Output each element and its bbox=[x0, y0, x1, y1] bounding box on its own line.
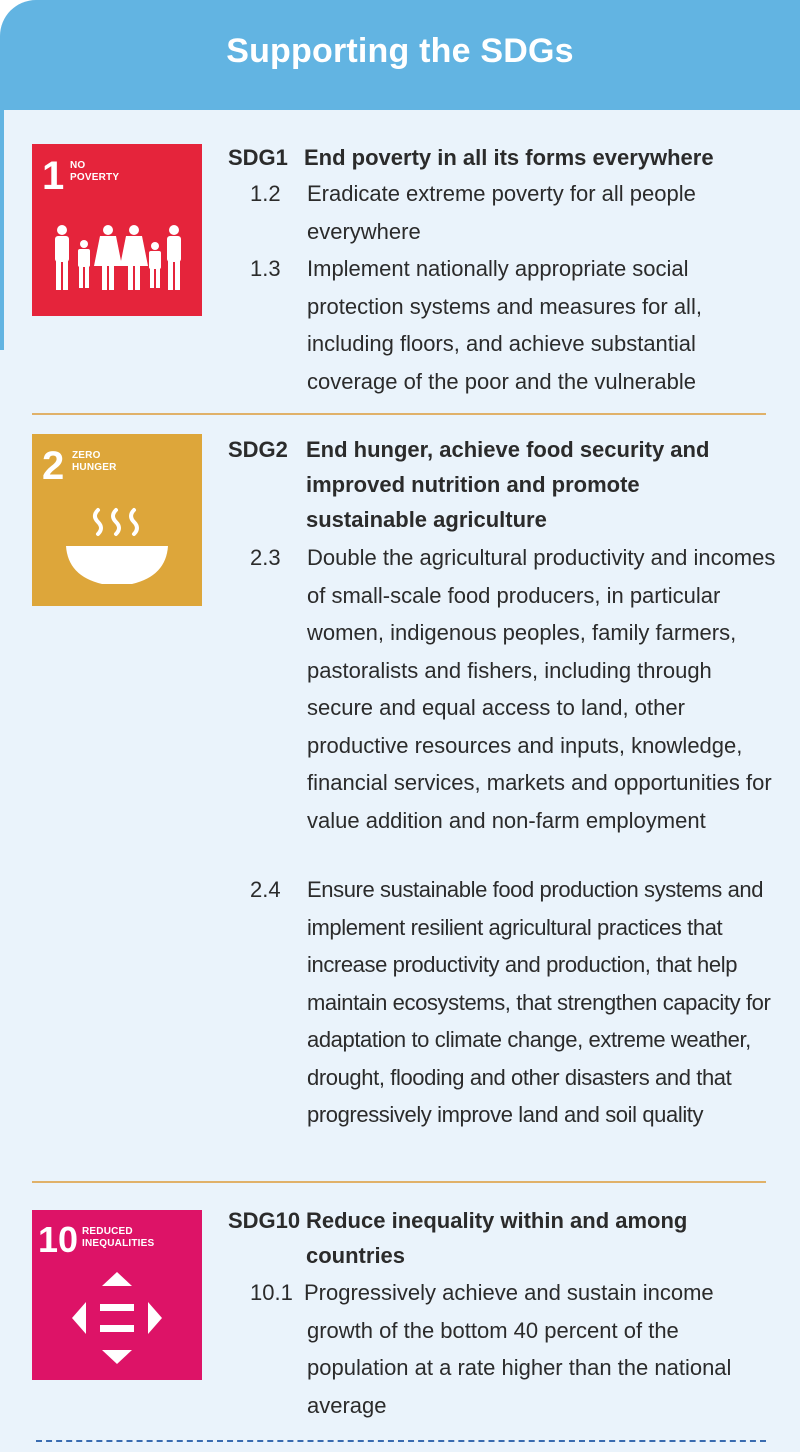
target-text: Double the agricultural productivity and incomes of small-scale food producers, in particular women, indigenous peoples, family farmers, pastoralists and fishers, including through secure and equal access to land, other productive resources and inputs, knowledge, financial services, markets and opportunities for value addition and non-farm employment bbox=[307, 545, 776, 833]
target-text: Ensure sustainable food production systems and implement resilient agricultural practices that increase productivity and production, that help maintain ecosystems, that strengthen capacity for adaptation to climate change, extreme weather, drought, flooding and other disasters and that progressively improve land and soil quality bbox=[307, 877, 771, 1127]
target-number: 1.2 bbox=[250, 181, 281, 206]
equality-arrows-icon bbox=[72, 1272, 162, 1364]
sdg1-tile-name-line2: POVERTY bbox=[70, 172, 120, 183]
sdg10-tile-name-line2: INEQUALITIES bbox=[82, 1238, 155, 1249]
target-text: Implement nationally appropriate social protection systems and measures for all, including floors, and achieve substantial coverage of the poor and the vulnerable bbox=[307, 256, 702, 394]
panel-title: Supporting the SDGs bbox=[226, 32, 574, 70]
target-number: 1.3 bbox=[250, 256, 281, 281]
sdg1-tile-number: 1 bbox=[42, 154, 65, 198]
sdg2-tile bbox=[32, 434, 202, 606]
sdg10-tile bbox=[32, 1210, 202, 1380]
sdg10-code: SDG10 bbox=[228, 1208, 301, 1233]
sdg10-title: Reduce inequality within and among countries bbox=[306, 1208, 688, 1268]
sdg1-title: End poverty in all its forms everywhere bbox=[304, 145, 714, 170]
section-divider bbox=[32, 1181, 766, 1183]
section-divider bbox=[32, 413, 766, 415]
left-accent-rule bbox=[0, 110, 4, 350]
sdg2-title: End hunger, achieve food security and improved nutrition and promote sustainable agriculture bbox=[306, 437, 710, 532]
target-number: 2.3 bbox=[250, 545, 281, 570]
target-text: Progressively achieve and sustain income growth of the bottom 40 percent of the population at a rate higher than the national average bbox=[304, 1280, 732, 1418]
target-number: 10.1 bbox=[250, 1280, 293, 1305]
sdg10-tile-number: 10 bbox=[38, 1219, 79, 1260]
target-text: Eradicate extreme poverty for all people everywhere bbox=[307, 181, 696, 244]
family-icon bbox=[52, 224, 184, 296]
sdg2-tile-name-line2: HUNGER bbox=[72, 462, 117, 473]
sdg1-tile bbox=[32, 144, 202, 316]
sdg1-tile-name-line1: NO bbox=[70, 160, 86, 171]
sdg1-code: SDG1 bbox=[228, 145, 288, 170]
panel-header bbox=[0, 0, 800, 110]
bottom-dashed-rule bbox=[36, 1440, 766, 1442]
sdg10-tile-name-line1: REDUCED bbox=[82, 1226, 133, 1237]
sdg2-tile-name-line1: ZERO bbox=[72, 450, 101, 461]
target-number: 2.4 bbox=[250, 877, 281, 902]
sdg2-tile-number: 2 bbox=[42, 444, 65, 488]
sdg2-code: SDG2 bbox=[228, 437, 288, 462]
bowl-icon bbox=[62, 506, 172, 590]
